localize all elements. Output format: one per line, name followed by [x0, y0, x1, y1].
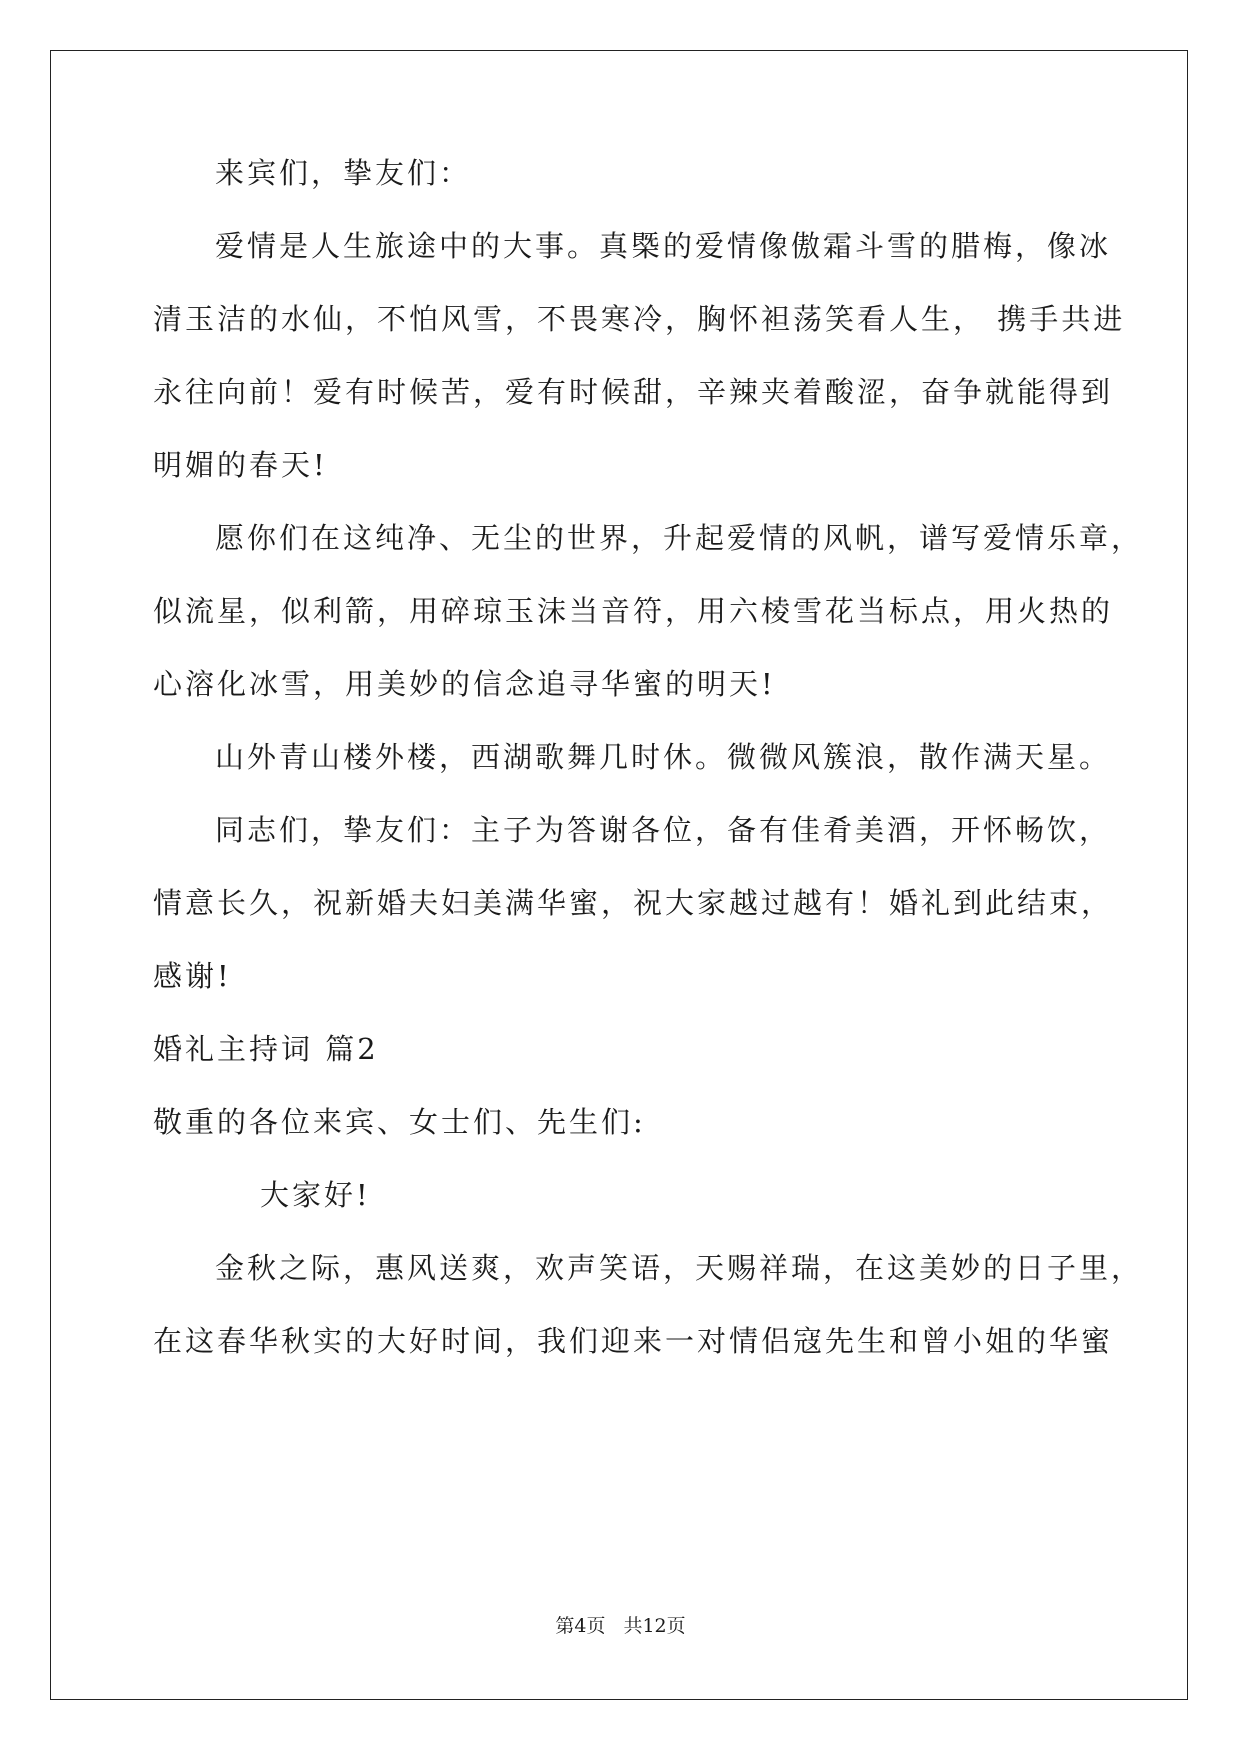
paragraph-4-line-2: 在这春华秋实的大好时间，我们迎来一对情侣寇先生和曾小姐的华蜜 — [153, 1324, 1114, 1358]
paragraph-1-line-3: 永往向前！爱有时候苦，爱有时候甜，辛辣夹着酸涩，奋争就能得到 — [153, 375, 1114, 409]
paragraph-4-line-1: 金秋之际，惠风送爽，欢声笑语，天赐祥瑞，在这美妙的日子里， — [215, 1251, 1144, 1285]
greeting-line: 敬重的各位来宾、女士们、先生们: — [153, 1105, 646, 1139]
hello-line: 大家好! — [260, 1178, 371, 1212]
paragraph-3-line-2: 情意长久，祝新婚夫妇美满华蜜，祝大家越过越有！婚礼到此结束， — [153, 886, 1114, 920]
page-border — [50, 50, 1188, 1700]
paragraph-3-line-1: 同志们，挚友们：主子为答谢各位，备有佳肴美酒，开怀畅饮， — [215, 813, 1112, 847]
salutation-line: 来宾们，挚友们： — [215, 156, 472, 190]
page-total: 共12页 — [623, 1615, 686, 1637]
poem-line: 山外青山楼外楼，西湖歌舞几时休。微微风簇浪，散作满天星。 — [215, 740, 1112, 774]
page-number: 第4页 — [555, 1615, 606, 1637]
paragraph-1-line-4: 明媚的春天! — [153, 448, 328, 482]
paragraph-2-line-1: 愿你们在这纯净、无尘的世界，升起爱情的风帆，谱写爱情乐章， — [215, 521, 1144, 555]
paragraph-2-line-3: 心溶化冰雪，用美妙的信念追寻华蜜的明天! — [153, 667, 776, 701]
paragraph-3-line-3: 感谢! — [153, 959, 232, 993]
section-heading: 婚礼主持词 篇2 — [153, 1032, 379, 1066]
paragraph-1-line-1: 爱情是人生旅途中的大事。真㮣的爱情像傲霜斗雪的腊梅，像冰 — [215, 229, 1112, 263]
page-footer — [0, 1614, 1241, 1638]
paragraph-1-line-2: 清玉洁的水仙，不怕风雪，不畏寒冷，胸怀袒荡笑看人生， 携手共进 — [153, 302, 1126, 336]
paragraph-2-line-2: 似流星，似利箭，用碎琼玉沫当音符，用六棱雪花当标点，用火热的 — [153, 594, 1114, 628]
